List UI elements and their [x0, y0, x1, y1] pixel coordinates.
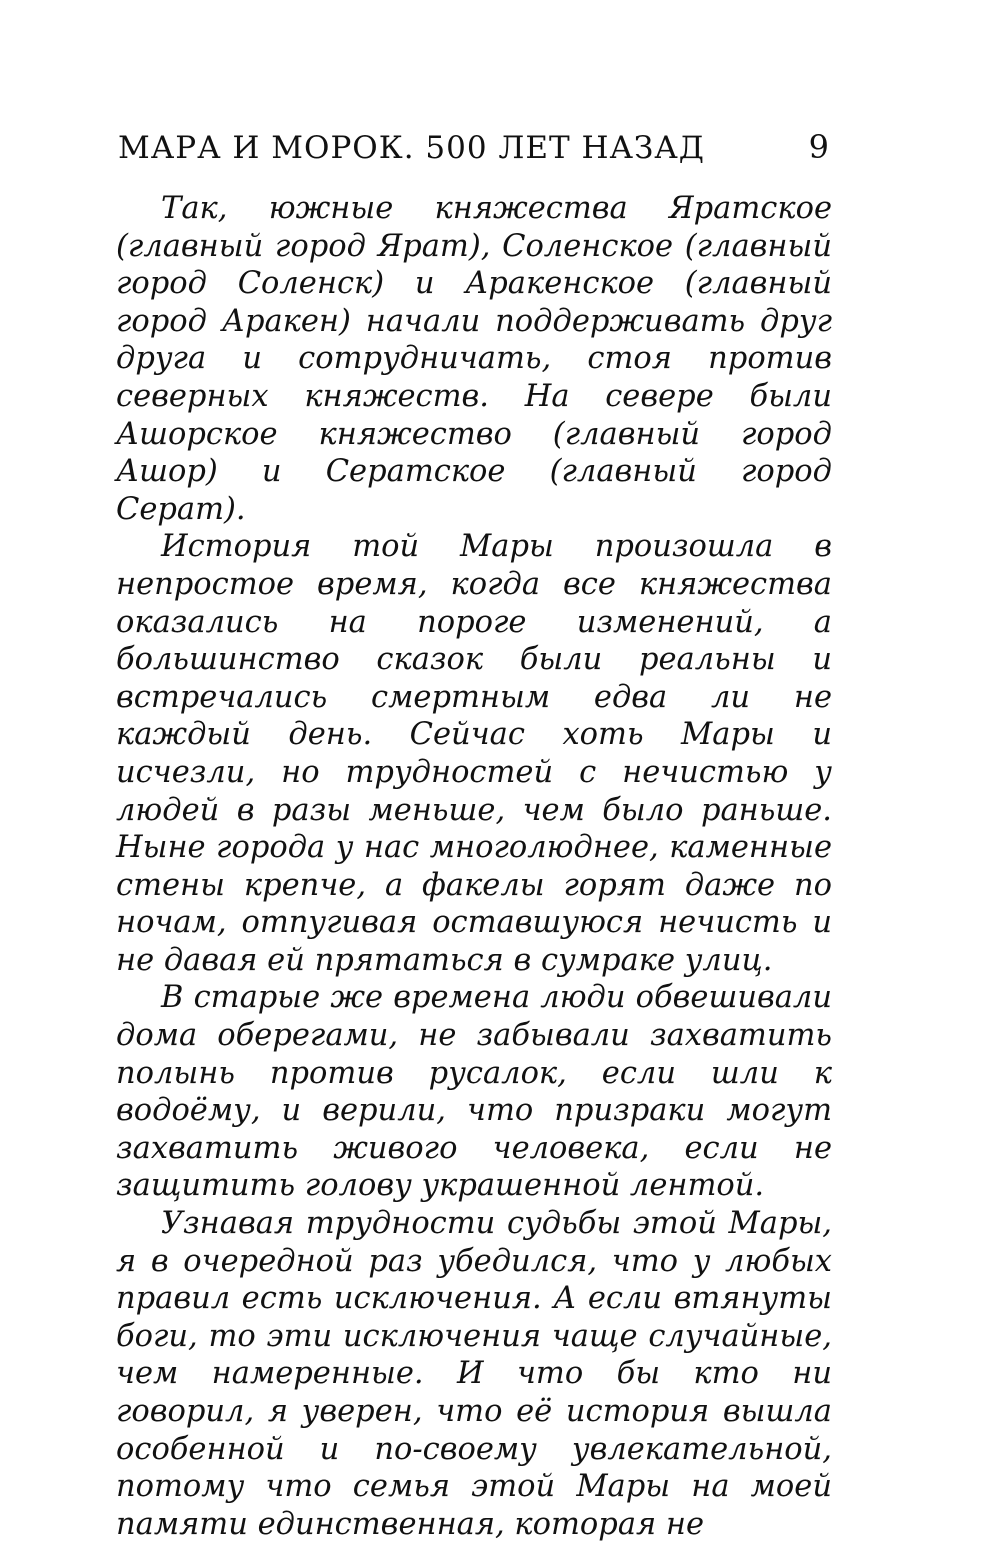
paragraph-3: В старые же времена люди обвешивали дома оберегами, не забывали захватить полынь против русалок, если шли к водоёму, и верили, что призраки могут захватить живого человека, если не защитить голову украшенной лентой.	[116, 980, 832, 1204]
body-text	[116, 190, 832, 1543]
running-title: МАРА И МОРОК. 500 ЛЕТ НАЗАД	[118, 130, 705, 166]
paragraph-1: Так, южные княжества Яратское (главный город Ярат), Соленское (главный город Соленск) и Аракенское (главный город Аракен) начали поддерживать друг друга и сотрудничать, стоя против северных княжеств. На севере были Ашорское княжество (главный город Ашор) и Сератское (главный город Серат).	[116, 191, 832, 527]
paragraph-4: Узнавая трудности судьбы этой Мары, я в очередной раз убедился, что у любых правил есть исключения. А если втянуты боги, то эти исключения чаще случайные, чем намеренные. И что бы кто ни говорил, я уверен, что её история вышла особенной и по-своему увлекательной, потому что семья этой Мары на моей памяти единственная, которая не	[116, 1206, 832, 1542]
paragraph-2: История той Мары произошла в непростое время, когда все княжества оказались на пороге изменений, а большинство сказок были реальны и встречались смертным едва ли не каждый день. Сейчас хоть Мары и исчезли, но трудностей с нечистью у людей в разы меньше, чем было раньше. Ныне города у нас многолюднее, каменные стены крепче, а факелы горят даже по ночам, отпугивая оставшуюся нечисть и не давая ей прятаться в сумраке улиц.	[116, 529, 832, 978]
running-head	[118, 128, 830, 172]
page-number: 9	[808, 128, 830, 166]
